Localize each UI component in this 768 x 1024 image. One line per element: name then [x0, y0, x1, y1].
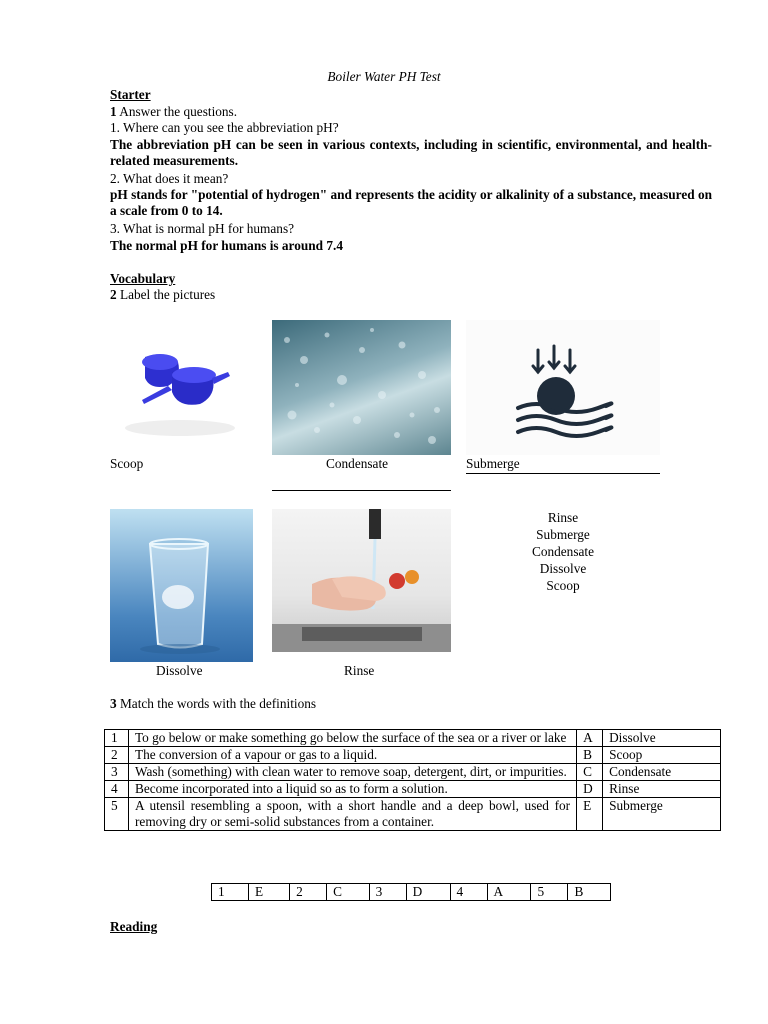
- row-number: 4: [105, 781, 129, 798]
- label-line-submerge: [466, 473, 660, 474]
- row-word: Submerge: [603, 798, 721, 831]
- row-definition: Wash (something) with clean water to remove soap, detergent, dirt, or impurities.: [128, 764, 576, 781]
- row-word: Rinse: [603, 781, 721, 798]
- dissolve-image: [110, 509, 253, 662]
- table-row: [105, 747, 721, 764]
- vocabulary-heading: Vocabulary: [110, 271, 176, 286]
- rinse-image: [272, 509, 451, 652]
- row-letter: C: [577, 764, 603, 781]
- caption-submerge: Submerge: [466, 456, 520, 471]
- caption-dissolve: Dissolve: [156, 663, 203, 678]
- answer-1: The abbreviation pH can be seen in various contexts, including in scientific, environmental, and health-related measurements.: [110, 137, 712, 168]
- row-word: Dissolve: [603, 730, 721, 747]
- row-definition: The conversion of a vapour or gas to a liquid.: [128, 747, 576, 764]
- task-3-text: Match the words with the definitions: [116, 696, 317, 711]
- task-2-instruction: [110, 287, 215, 303]
- answer-row: [212, 884, 611, 901]
- row-word: Condensate: [603, 764, 721, 781]
- answer-letter: D: [406, 884, 450, 901]
- task-1-number: 1: [110, 104, 117, 119]
- task-3-instruction: [110, 696, 316, 712]
- submerge-image: [466, 320, 660, 455]
- row-definition: To go below or make something go below the surface of the sea or a river or lake: [128, 730, 576, 747]
- question-3: 3. What is normal pH for humans?: [110, 221, 295, 236]
- task-1-instruction: [110, 104, 237, 120]
- answer-key-table: [211, 883, 611, 901]
- row-letter: B: [577, 747, 603, 764]
- word-bank-item: Scoop: [546, 578, 580, 593]
- answer-2: pH stands for "potential of hydrogen" and represents the acidity or alkalinity of a substance, measured on a scale from 0 to 14.: [110, 187, 712, 218]
- row-letter: A: [577, 730, 603, 747]
- row-number: 1: [105, 730, 129, 747]
- word-bank-item: Rinse: [547, 510, 579, 525]
- task-2-text: Label the pictures: [116, 287, 216, 302]
- caption-condensate: Condensate: [326, 456, 389, 471]
- row-word: Scoop: [603, 747, 721, 764]
- reading-heading: Reading: [110, 919, 158, 934]
- table-row: [105, 798, 721, 831]
- answer-number: 5: [531, 884, 568, 901]
- task-3-number: 3: [110, 696, 117, 711]
- answer-number: 4: [450, 884, 487, 901]
- answer-3: The normal pH for humans is around 7.4: [110, 238, 343, 253]
- word-bank-item: Dissolve: [539, 561, 587, 576]
- label-line-condensate: [272, 490, 451, 491]
- scoop-image: [110, 320, 250, 450]
- matching-table: [104, 729, 721, 831]
- row-definition: A utensil resembling a spoon, with a short handle and a deep bowl, used for removing dry or semi-solid substances from a container.: [128, 798, 576, 831]
- question-2: 2. What does it mean?: [110, 171, 229, 186]
- row-letter: D: [577, 781, 603, 798]
- row-number: 2: [105, 747, 129, 764]
- question-1: 1. Where can you see the abbreviation pH?: [110, 120, 339, 135]
- starter-heading: Starter: [110, 87, 151, 102]
- answer-number: 1: [212, 884, 249, 901]
- answer-letter: B: [568, 884, 611, 901]
- table-row: [105, 781, 721, 798]
- row-number: 5: [105, 798, 129, 831]
- word-bank-item: Submerge: [536, 527, 590, 542]
- row-letter: E: [577, 798, 603, 831]
- word-bank-item: Condensate: [531, 544, 595, 559]
- document-title: Boiler Water PH Test: [327, 69, 441, 84]
- caption-scoop: Scoop: [110, 456, 144, 471]
- table-row: [105, 764, 721, 781]
- task-1-text: Answer the questions.: [116, 104, 238, 119]
- row-number: 3: [105, 764, 129, 781]
- condensate-image: [272, 320, 451, 455]
- table-row: [105, 730, 721, 747]
- answer-letter: C: [327, 884, 370, 901]
- answer-letter: E: [249, 884, 290, 901]
- answer-letter: A: [487, 884, 531, 901]
- answer-number: 2: [290, 884, 327, 901]
- word-bank: [503, 509, 623, 594]
- answer-number: 3: [369, 884, 406, 901]
- caption-rinse: Rinse: [344, 663, 375, 678]
- row-definition: Become incorporated into a liquid so as to form a solution.: [128, 781, 576, 798]
- task-2-number: 2: [110, 287, 117, 302]
